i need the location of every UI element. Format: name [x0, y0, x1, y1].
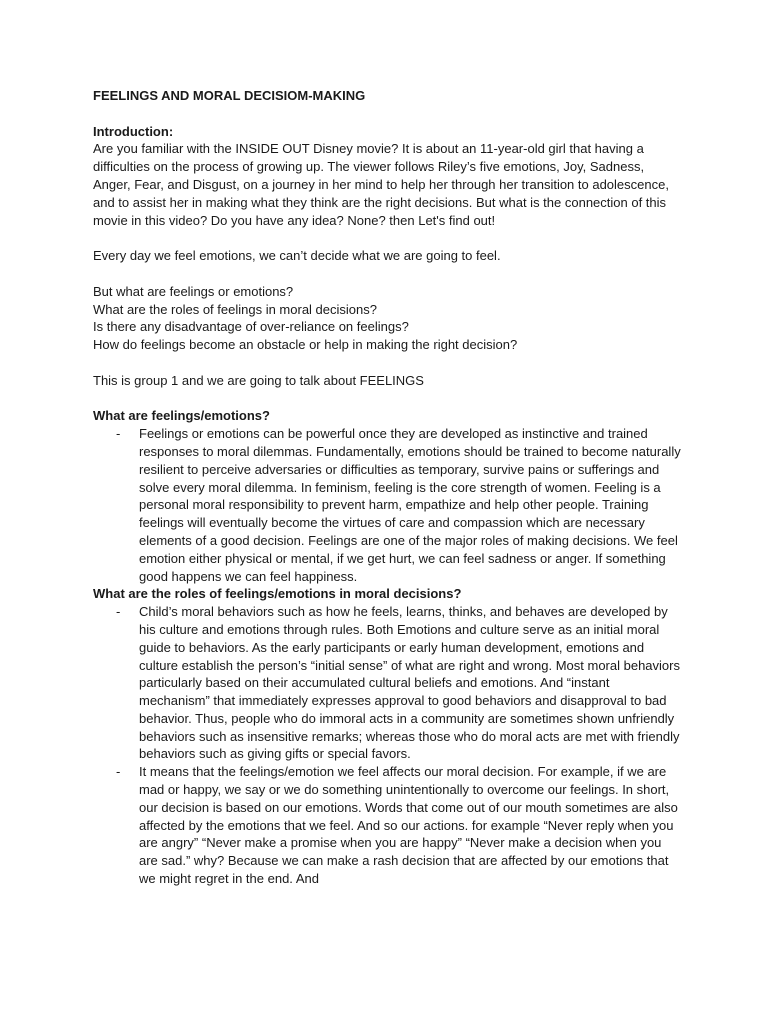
list-item: [93, 425, 683, 585]
intro-heading: Introduction:: [93, 123, 174, 139]
section1-list: [93, 425, 683, 585]
document-content: [93, 87, 683, 888]
section2-heading: What are the roles of feelings/emotions in moral decisions?: [93, 586, 462, 602]
section2-list: [93, 603, 683, 888]
group-line: This is group 1 and we are going to talk about FEELINGS: [93, 372, 424, 388]
intro-paragraph: Are you familiar with the INSIDE OUT Disney movie? It is about an 11-year-old girl that having a difficulties on the process of growing up. The viewer follows Riley’s five emotions, Joy, Sadness, Anger, Fear, and Disgust, on a journey in her mind to help her through her transition to adolescence, and to assist her in making what they think are the right decisions. But what is the connection of this movie in this video? Do you have any idea? None? then Let's find out!: [93, 141, 669, 228]
every-day-line: Every day we feel emotions, we can’t decide what we are going to feel.: [93, 248, 501, 264]
questions-block: [93, 283, 683, 354]
dash-bullet: -: [116, 604, 121, 620]
list-item: [93, 763, 683, 888]
list-item-text: Feelings or emotions can be powerful once they are developed as instinctive and trained responses to moral dilemmas. Fundamentally, emotions should be trained to become naturally resilient to perceive adversaries or difficulties as temporary, survive pains or sufferings and solve every moral dilemma. In feminism, feeling is the core strength of women. Feeling is a personal moral responsibility to prevent harm, empathize and help other people. Training feelings will eventually become the virtues of care and compassion which are necessary elements of a good decision. Feelings are one of the major roles of making decisions. We feel emotion either physical or mental, if we get hurt, we can feel sadness or anger. If something good happens we can feel happiness.: [139, 426, 681, 584]
section1-heading: What are feelings/emotions?: [93, 408, 270, 424]
list-item-text: Child’s moral behaviors such as how he feels, learns, thinks, and behaves are developed by his culture and emotions through rules. Both Emotions and culture serve as an initial moral guide to behaviors. As the early participants or early human development, emotions and culture establish the person’s “initial sense” of what are right and wrong. Most moral behaviors particularly based on their accumulated cultural beliefs and emotions. And “instant mechanism” that immediately expresses approval to good behaviors and disapproval to bad behavior. Thus, people who do immoral acts in a community are sometimes shown unfriendly behaviors such as insensitive remarks; whereas those who do moral acts are met with friendly behaviors such as giving gifts or special favors.: [139, 604, 680, 762]
question-line: But what are feelings or emotions?: [93, 283, 294, 299]
document-title: FEELINGS AND MORAL DECISIOM-MAKING: [93, 88, 366, 103]
question-line: What are the roles of feelings in moral decisions?: [93, 301, 377, 317]
list-item-text: It means that the feelings/emotion we feel affects our moral decision. For example, if we are mad or happy, we say or we do something unintentionally to overcome our feelings. In short, our decision is based on our emotions. Words that come out of our mouth sometimes are also affected by the emotions that we feel. And so our actions. for example “Never reply when you are angry” “Never make a promise when you are happy” “Never make a decision when you are sad.” why? Because we can make a rash decision that are affected by our emotions that we might regret in the end. And: [139, 764, 678, 887]
dash-bullet: -: [116, 764, 121, 780]
question-line: How do feelings become an obstacle or help in making the right decision?: [93, 337, 518, 353]
question-line: Is there any disadvantage of over-reliance on feelings?: [93, 319, 409, 335]
list-item: [93, 603, 683, 763]
dash-bullet: -: [116, 426, 121, 442]
